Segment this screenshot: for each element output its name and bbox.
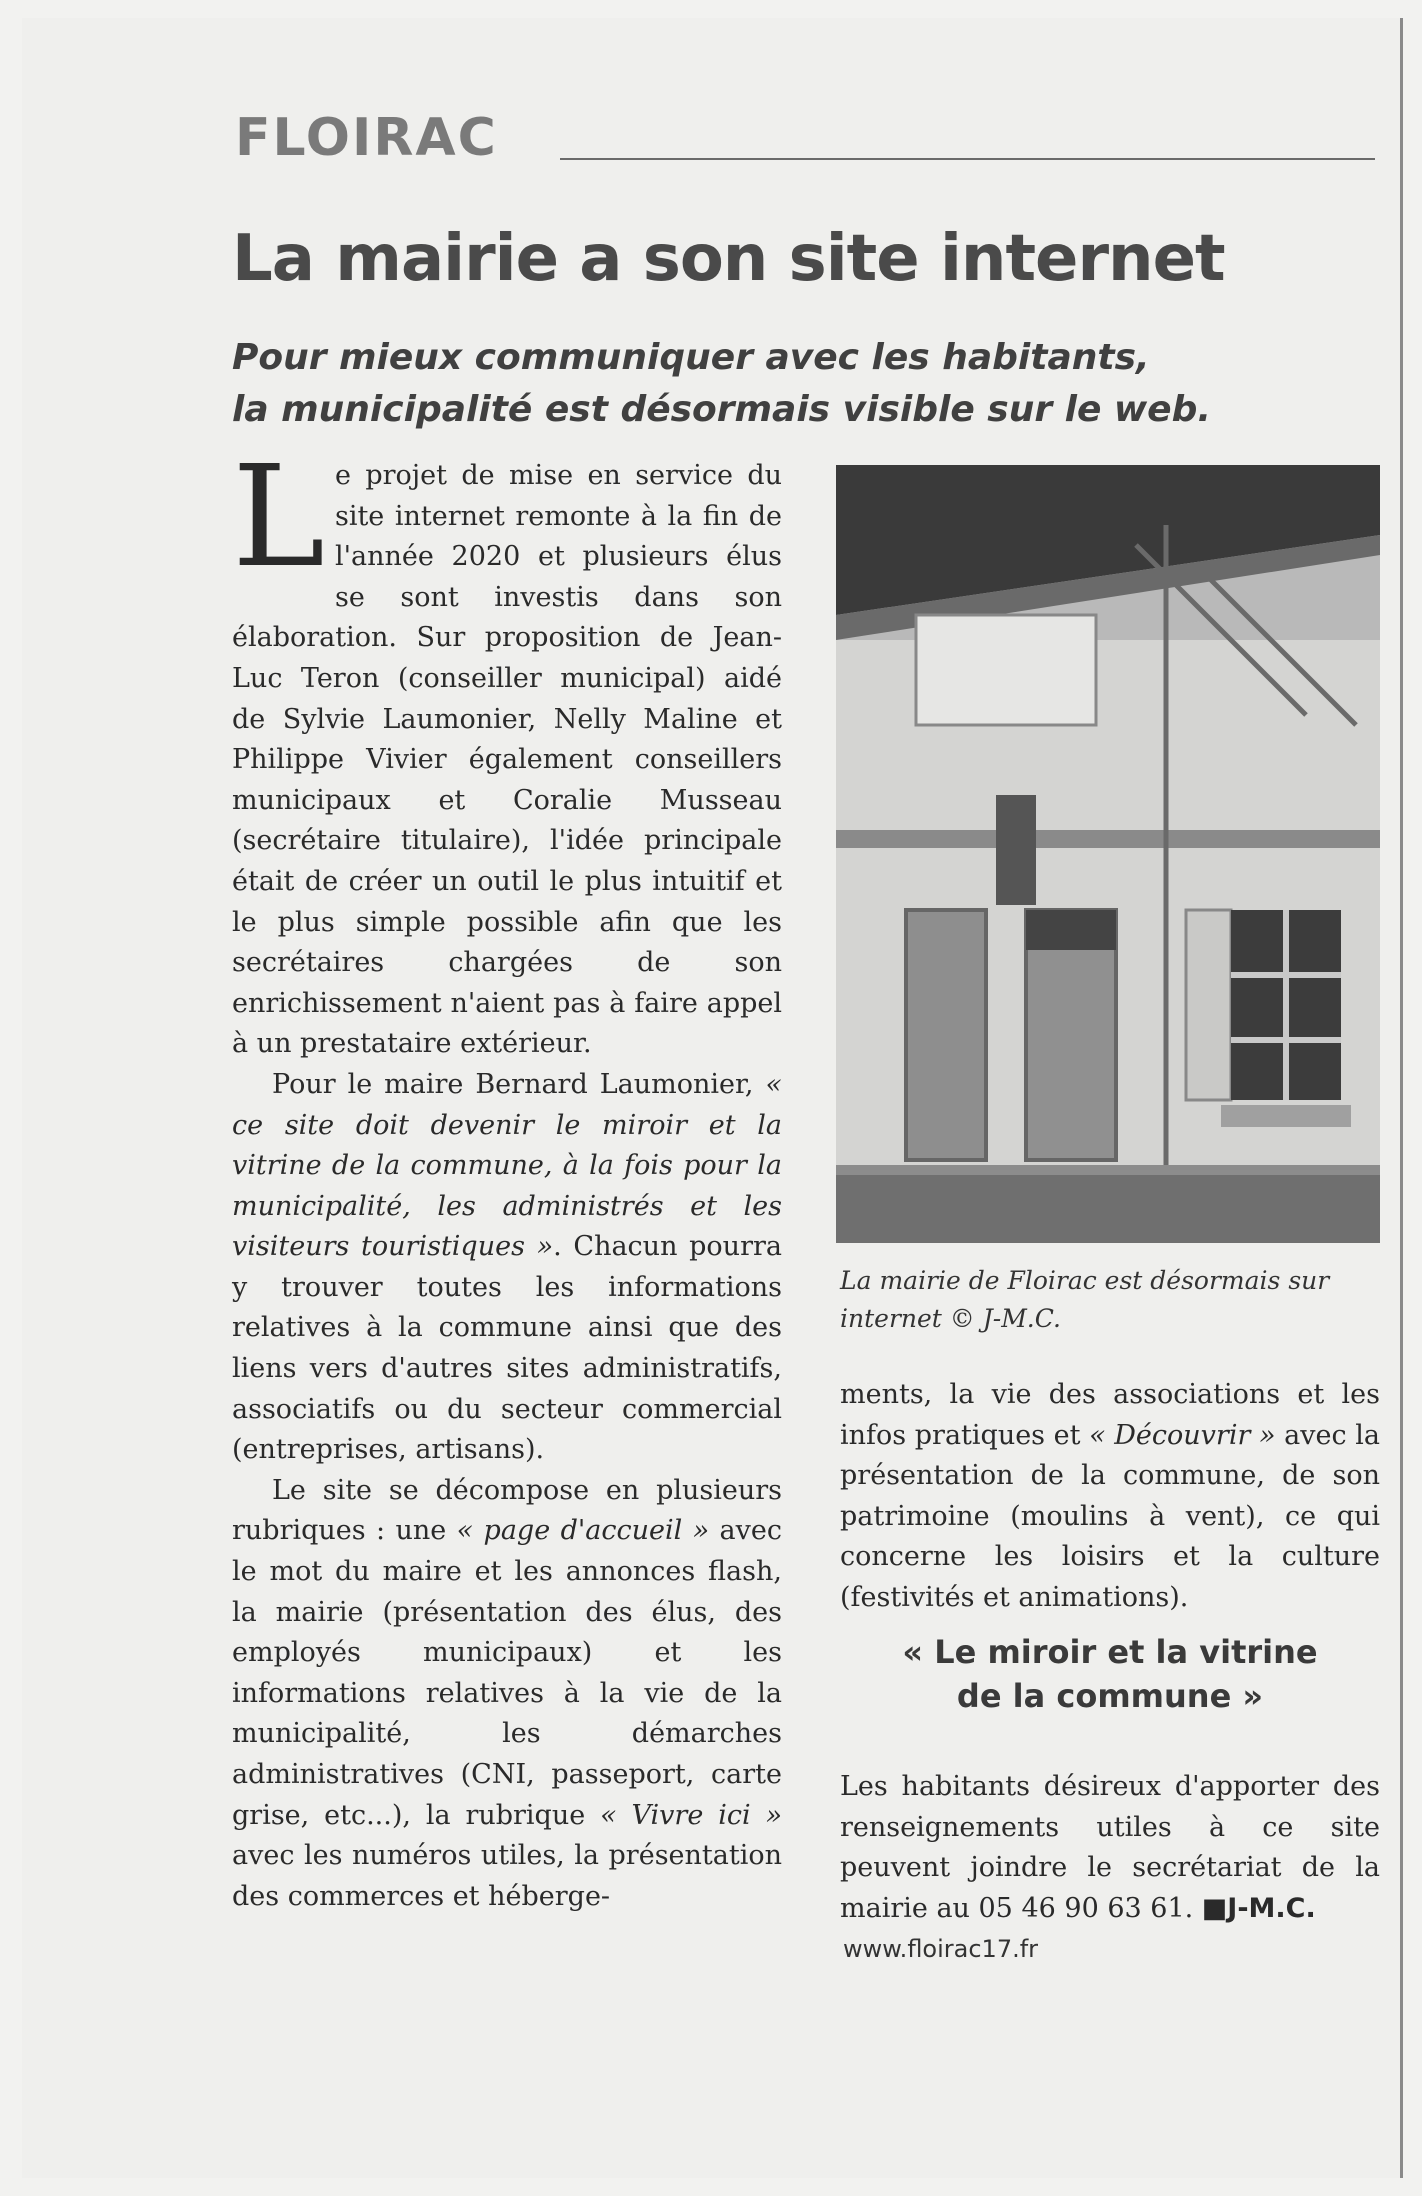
closing-paragraph (840, 1740, 1380, 1956)
intertitle-line-2: de la commune » (956, 1677, 1264, 1715)
town-hall-photo-drawing (836, 465, 1380, 1243)
photo-caption: La mairie de Floirac est désormais sur internet © J-M.C. (840, 1266, 1330, 1333)
mayor-quote: « ce site doit devenir le miroir et la vitrine de la commune, à la fois pour la municipalité, les administrés et les visiteurs touristiques » (232, 1068, 782, 1263)
article-column-right (840, 1375, 1380, 1619)
author-signature: ■J-M.C. (1201, 1892, 1316, 1924)
section-rule (560, 158, 1375, 160)
paragraph-3-b: avec le mot du maire et les annonces flash, la mairie (présentation des élus, des employés municipaux) et les informations relatives à la vie de la municipalité, les démarches administratives (CNI, passeport, carte grise, etc...), la rubrique (232, 1515, 782, 1831)
website-url: www.floirac17.fr (843, 1935, 1039, 1963)
standfirst (232, 332, 1392, 436)
paragraph-3 (232, 1471, 782, 1918)
section-header (235, 108, 1375, 168)
paragraph-2-end: . Chacun pourra y trouver toutes les informations relatives à la commune ainsi que des liens vers d'autres sites administratifs, associatifs ou du secteur commercial (entreprises, artisans). (232, 1231, 782, 1466)
paragraph-2 (232, 1065, 782, 1471)
section-name: FLOIRAC (235, 108, 498, 168)
paragraph-3-continued (840, 1375, 1380, 1619)
rubric-decouvrir: « Découvrir » (1089, 1419, 1276, 1451)
paragraph-1 (232, 436, 782, 1065)
paragraph-3-a: Le site se décompose en plusieurs rubriques : une (232, 1474, 782, 1547)
intertitle-line-1: « Le miroir et la vitrine (902, 1633, 1318, 1671)
standfirst-line-1: Pour mieux communiquer avec les habitants, (232, 337, 1150, 378)
paragraph-3-c: avec les numéros utiles, la présentation des commerces et héberge- (232, 1840, 782, 1912)
paragraph-4 (840, 1767, 1380, 1929)
intertitle (840, 1630, 1380, 1718)
town-hall-photo (836, 465, 1380, 1243)
paragraph-2-start: Pour le maire Bernard Laumonier, (272, 1068, 766, 1100)
paragraph-3-cont-b: avec la présentation de la commune, de son patrimoine (moulins à vent), ce qui concerne les loisirs et la culture (festivités et animations). (840, 1419, 1380, 1613)
headline: La mairie a son site internet (232, 222, 1225, 296)
rubric-vivre-ici: « Vivre ici » (600, 1799, 782, 1831)
rubric-accueil: « page d'accueil » (456, 1515, 710, 1547)
drop-cap: L (232, 436, 325, 599)
article-column-left (232, 436, 782, 1917)
standfirst-line-2: la municipalité est désormais visible sur le web. (232, 389, 1212, 430)
paragraph-4-text: Les habitants désireux d'apporter des renseignements utiles à ce site peuvent joindre le secrétariat de la mairie au 05 46 90 63 61. (840, 1771, 1380, 1924)
paragraph-3-cont-a: ments, la vie des associations et les infos pratiques et (840, 1379, 1380, 1451)
paragraph-1-text: e projet de mise en service du site internet remonte à la fin de l'année 2020 et plusieurs élus se sont investis dans son élaboration. Sur proposition de Jean-Luc Teron (conseiller municipal) aidé de Sylvie Laumonier, Nelly Maline et Philippe Vivier également conseillers municipaux et Coralie Musseau (secrétaire titulaire), l'idée principale était de créer un outil le plus intuitif et le plus simple possible afin que les secrétaires chargées de son enrichissement n'aient pas à faire appel à un prestataire extérieur. (232, 460, 782, 1060)
